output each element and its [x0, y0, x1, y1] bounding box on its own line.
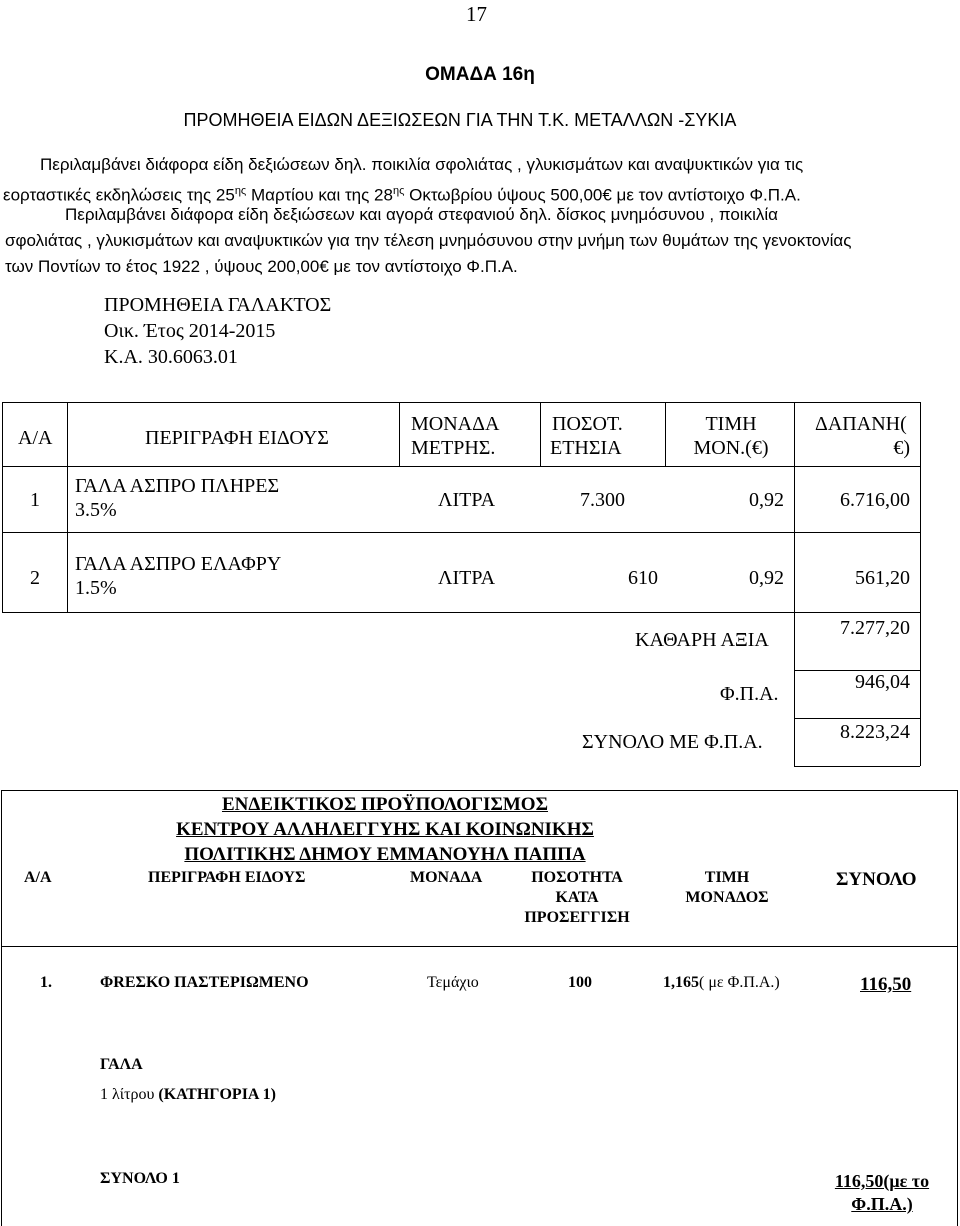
- t2-row1-price: [663, 974, 780, 992]
- milk-title: ΠΡΟΜΗΘΕΙΑ ΓΑΛΑΚΤΟΣ: [104, 294, 332, 316]
- t2-header-description: ΠΕΡΙΓΡΑΦΗ ΕΙΔΟΥΣ: [148, 869, 306, 886]
- t2-header-total: ΣΥΝΟΛΟ: [836, 869, 917, 890]
- paragraph2-line1: Περιλαμβάνει διάφορα είδη δεξιώσεων και αγορά στεφανιού δηλ. δίσκος μνημόσυνου , ποικιλία: [65, 205, 778, 224]
- t2-title-2: ΚΕΝΤΡΟΥ ΑΛΛΗΛΕΓΓΥΗΣ ΚΑΙ ΚΟΙΝΩΝΙΚΗΣ: [176, 819, 594, 840]
- t1-header-cost-1: ΔΑΠΑΝΗ(: [815, 413, 907, 435]
- t1-header-qty: [550, 412, 623, 460]
- t2-sum-label: ΣΥΝΟΛΟ 1: [100, 1170, 180, 1187]
- t1-vline: [2, 402, 3, 612]
- p1-text-b: Μαρτίου και της 28: [246, 185, 393, 205]
- t1-header-price-2: ΜΟΝ.(€): [693, 437, 769, 459]
- t1-row2-desc-1: ΓΑΛΑ ΑΣΠΡΟ ΕΛΑΦΡΥ: [75, 553, 282, 575]
- t2-row1-desc-3: [100, 1086, 276, 1104]
- supply-title: ΠΡΟΜΗΘΕΙΑ ΕΙΔΩΝ ΔΕΞΙΩΣΕΩΝ ΓΙΑ ΤΗΝ Τ.Κ. ΜΕΤΑΛΛΩΝ -ΣΥΚΙΑ: [183, 110, 737, 130]
- t2-row1-total: 116,50: [860, 974, 912, 995]
- t2-hline: [1, 790, 958, 791]
- t1-row2-desc-2: 1.5%: [75, 577, 117, 599]
- t1-header-price-1: ΤΙΜΗ: [705, 413, 757, 435]
- t1-header-price: [686, 412, 776, 460]
- t1-vline: [920, 402, 921, 766]
- t1-row2-qty: 610: [628, 567, 658, 589]
- t1-row1-qty: 7.300: [580, 489, 625, 511]
- t2-header-qty-1: ΠΟΣΟΤΗΤΑ: [531, 869, 623, 886]
- milk-ka: Κ.Α. 30.6063.01: [104, 346, 238, 368]
- t1-vline: [794, 402, 795, 766]
- t1-header-cost: [815, 412, 910, 460]
- t2-vline: [957, 790, 958, 1226]
- t1-vline: [665, 402, 666, 466]
- t1-header-description: ΠΕΡΙΓΡΑΦΗ ΕΙΔΟΥΣ: [145, 427, 329, 449]
- page-number: 17: [466, 2, 487, 26]
- t1-row2-price: 0,92: [749, 567, 784, 589]
- p1-sup-1: ης: [234, 185, 247, 197]
- t1-net-label: ΚΑΘΑΡΗ ΑΞΙΑ: [635, 629, 769, 651]
- t1-total-value: 8.223,24: [840, 721, 910, 743]
- t2-header-price-1: ΤΙΜΗ: [704, 869, 750, 886]
- t2-row1-qty: 100: [568, 974, 592, 991]
- t1-row2-aa: 2: [30, 567, 40, 589]
- t1-row2-desc: [75, 552, 281, 600]
- t2-row1-price-note: ( με Φ.Π.Α.): [699, 974, 780, 991]
- t1-row1-price: 0,92: [749, 489, 784, 511]
- t1-header-aa: Α/Α: [18, 427, 53, 449]
- paragraph2-line3: των Ποντίων το έτος 1922 , ύψους 200,00€ με τον αντίστοιχο Φ.Π.Α.: [5, 257, 518, 276]
- t1-hline: [794, 766, 920, 767]
- t1-row1-desc-2: 3.5%: [75, 499, 117, 521]
- t1-row1-unit: ΛΙΤΡΑ: [438, 489, 496, 511]
- paragraph1-line1: Περιλαμβάνει διάφορα είδη δεξιώσεων δηλ. ποικιλία σφολιάτας , γλυκισμάτων και αναψυκτικών για τις: [40, 155, 804, 174]
- t2-title-3: ΠΟΛΙΤΙΚΗΣ ΔΗΜΟΥ ΕΜΜΑΝΟΥΗΛ ΠΑΠΠΑ: [184, 844, 586, 865]
- t2-sum-value-2: Φ.Π.Α.): [851, 1194, 913, 1214]
- t2-header-price-2: ΜΟΝΑΔΟΣ: [685, 889, 769, 906]
- t1-total-label: ΣΥΝΟΛΟ ΜΕ Φ.Π.Α.: [582, 731, 763, 753]
- milk-section-heading: [104, 292, 331, 370]
- t1-header-qty-1: ΠΟΣΟΤ.: [552, 413, 623, 435]
- t1-vat-label: Φ.Π.Α.: [720, 683, 779, 705]
- t2-row1-desc-3a: 1 λίτρου: [100, 1086, 159, 1103]
- paragraph2-line2: σφολιάτας , γλυκισμάτων και αναψυκτικών για την τέλεση μνημόσυνου στην μνήμη των θυμάτων της γενοκτονίας: [5, 231, 852, 250]
- t1-vat-value: 946,04: [855, 671, 910, 693]
- t1-header-qty-2: ΕΤΗΣΙΑ: [550, 437, 622, 459]
- t2-header-qty-2: ΚΑΤΑ: [555, 889, 599, 906]
- t2-header-aa: Α/Α: [24, 869, 52, 886]
- t2-header-qty: [512, 868, 642, 928]
- t2-row1-aa: 1.: [40, 974, 52, 991]
- t1-net-value: 7.277,20: [840, 617, 910, 639]
- p1-text-c: Οκτωβρίου ύψους 500,00€ με τον αντίστοιχο Φ.Π.Α.: [404, 185, 801, 205]
- t1-row2-unit: ΛΙΤΡΑ: [438, 567, 496, 589]
- t1-header-cost-2: €): [893, 437, 910, 459]
- t1-hline: [2, 402, 920, 403]
- t1-row1-desc: [75, 474, 279, 522]
- t2-title: [0, 792, 770, 867]
- t2-header-unit: ΜΟΝΑΔΑ: [410, 869, 483, 886]
- t1-hline: [2, 532, 920, 533]
- t2-row1-desc: ΦRΕΣΚΟ ΠΑΣΤΕΡΙΩΜΕΝΟ: [100, 974, 309, 991]
- t2-title-1: ΕΝΔΕΙΚΤΙΚΟΣ ΠΡΟΫΠΟΛΟΓΙΣΜΟΣ: [221, 794, 549, 815]
- t1-header-unit-2: ΜΕΤΡΗΣ.: [411, 437, 496, 459]
- t1-vline: [399, 402, 400, 466]
- t1-vline: [540, 402, 541, 466]
- milk-year: Οικ. Έτος 2014-2015: [104, 320, 276, 342]
- t1-row1-desc-1: ΓΑΛΑ ΑΣΠΡΟ ΠΛΗΡΕΣ: [75, 475, 280, 497]
- t2-header-price: [672, 868, 782, 908]
- t2-hline: [1, 946, 958, 947]
- t2-row1-desc-3b: (ΚΑΤΗΓΟΡΙΑ 1): [158, 1086, 276, 1103]
- t1-row1-aa: 1: [30, 489, 40, 511]
- t1-header-unit-1: ΜΟΝΑΔΑ: [411, 413, 500, 435]
- t2-row1-desc-2: ΓΑΛΑ: [100, 1056, 143, 1073]
- p1-sup-2: ης: [392, 185, 405, 197]
- group-title: ΟΜΑΔΑ 16η: [425, 64, 535, 85]
- t1-hline: [794, 718, 920, 719]
- p1-text-a: εορταστικές εκδηλώσεις της 25: [3, 185, 235, 205]
- t1-vline: [67, 402, 68, 612]
- t2-header-qty-3: ΠΡΟΣΕΓΓΙΣΗ: [524, 909, 630, 926]
- t1-hline: [2, 466, 920, 467]
- t1-hline: [2, 612, 920, 613]
- t2-sum-value-1: 116,50(με το: [834, 1171, 930, 1191]
- t1-row1-cost: 6.716,00: [840, 489, 910, 511]
- t1-row2-cost: 561,20: [855, 567, 910, 589]
- t1-header-unit: [411, 412, 499, 460]
- t2-sum-value: [822, 1170, 942, 1216]
- t2-row1-price-value: 1,165: [663, 974, 699, 991]
- t2-row1-unit: Τεμάχιο: [427, 974, 479, 991]
